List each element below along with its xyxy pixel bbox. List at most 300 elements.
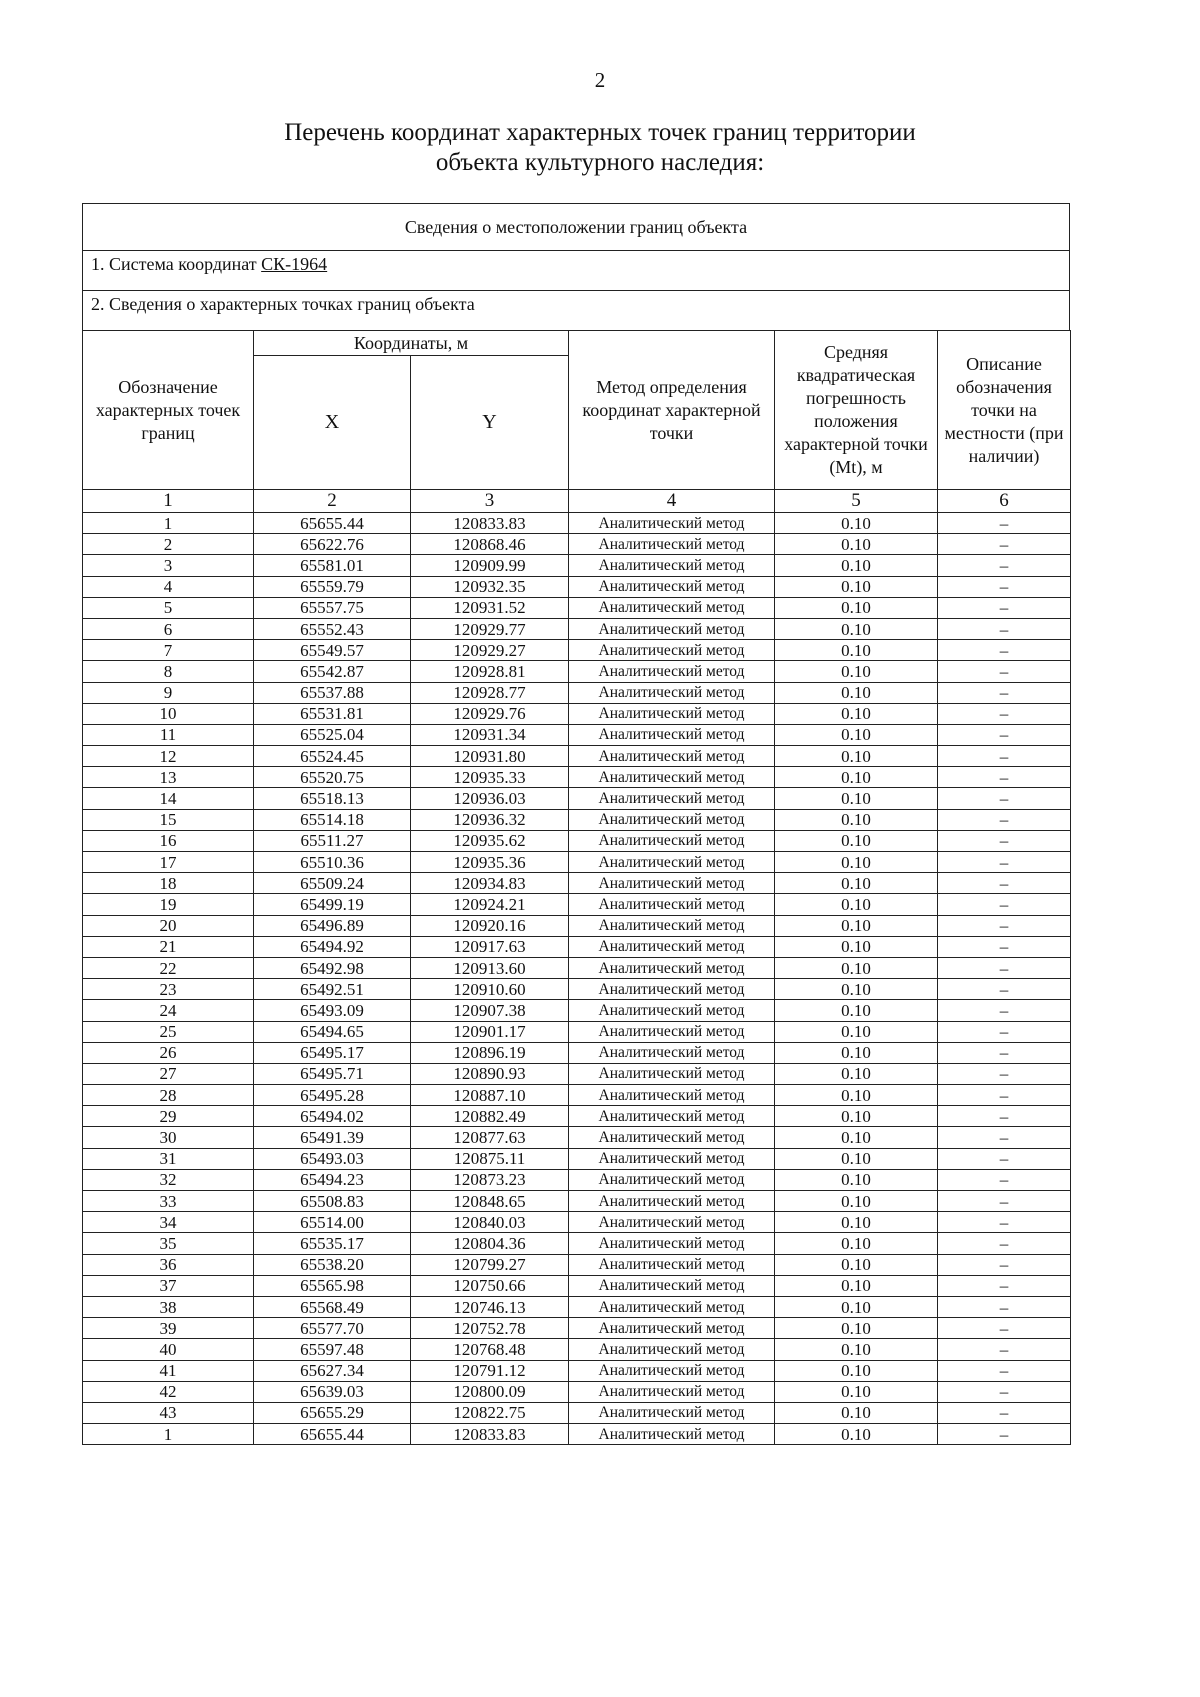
table-row xyxy=(83,513,1071,534)
error-cell: 0.10 xyxy=(775,1212,938,1233)
coord-x-cell: 65538.20 xyxy=(254,1254,411,1275)
method-cell: Аналитический метод xyxy=(569,809,775,830)
description-cell: – xyxy=(938,1360,1071,1381)
point-id-cell: 27 xyxy=(83,1063,254,1084)
table-row xyxy=(83,1360,1071,1381)
coord-x-cell: 65496.89 xyxy=(254,915,411,936)
point-id-cell: 38 xyxy=(83,1296,254,1317)
error-cell: 0.10 xyxy=(775,597,938,618)
description-cell: – xyxy=(938,915,1071,936)
description-cell: – xyxy=(938,1233,1071,1254)
method-cell: Аналитический метод xyxy=(569,936,775,957)
method-cell: Аналитический метод xyxy=(569,534,775,555)
method-cell: Аналитический метод xyxy=(569,1063,775,1084)
point-id-cell: 18 xyxy=(83,873,254,894)
table-body xyxy=(83,513,1071,1445)
coord-x-cell: 65559.79 xyxy=(254,576,411,597)
method-cell: Аналитический метод xyxy=(569,703,775,724)
error-cell: 0.10 xyxy=(775,1169,938,1190)
error-cell: 0.10 xyxy=(775,1106,938,1127)
method-cell: Аналитический метод xyxy=(569,1424,775,1445)
coord-y-cell: 120935.36 xyxy=(411,852,569,873)
coord-y-cell: 120791.12 xyxy=(411,1360,569,1381)
coord-x-cell: 65524.45 xyxy=(254,746,411,767)
table-row xyxy=(83,534,1071,555)
coord-y-cell: 120887.10 xyxy=(411,1085,569,1106)
description-cell: – xyxy=(938,555,1071,576)
description-cell: – xyxy=(938,1191,1071,1212)
table-row xyxy=(83,682,1071,703)
error-cell: 0.10 xyxy=(775,1000,938,1021)
error-cell: 0.10 xyxy=(775,534,938,555)
description-cell: – xyxy=(938,1318,1071,1339)
error-cell: 0.10 xyxy=(775,513,938,534)
coord-y-cell: 120877.63 xyxy=(411,1127,569,1148)
point-id-cell: 32 xyxy=(83,1169,254,1190)
description-cell: – xyxy=(938,1063,1071,1084)
error-cell: 0.10 xyxy=(775,1424,938,1445)
coord-x-cell: 65639.03 xyxy=(254,1381,411,1402)
point-id-cell: 12 xyxy=(83,746,254,767)
column-number: 3 xyxy=(411,490,569,513)
point-id-cell: 43 xyxy=(83,1402,254,1423)
description-cell: – xyxy=(938,724,1071,745)
coordinate-system-label: 1. Система координат xyxy=(91,254,262,274)
coord-x-cell: 65509.24 xyxy=(254,873,411,894)
description-cell: – xyxy=(938,1085,1071,1106)
coord-y-cell: 120913.60 xyxy=(411,957,569,978)
method-cell: Аналитический метод xyxy=(569,852,775,873)
header-method: Метод определения координат характерной точки xyxy=(569,331,775,490)
description-cell: – xyxy=(938,1254,1071,1275)
description-cell: – xyxy=(938,1042,1071,1063)
point-id-cell: 9 xyxy=(83,682,254,703)
coord-x-cell: 65525.04 xyxy=(254,724,411,745)
point-id-cell: 21 xyxy=(83,936,254,957)
coord-y-cell: 120890.93 xyxy=(411,1063,569,1084)
description-cell: – xyxy=(938,809,1071,830)
method-cell: Аналитический метод xyxy=(569,1169,775,1190)
error-cell: 0.10 xyxy=(775,1127,938,1148)
point-id-cell: 33 xyxy=(83,1191,254,1212)
coord-y-cell: 120752.78 xyxy=(411,1318,569,1339)
coord-y-cell: 120896.19 xyxy=(411,1042,569,1063)
coord-x-cell: 65520.75 xyxy=(254,767,411,788)
description-cell: – xyxy=(938,640,1071,661)
header-y: Y xyxy=(411,356,569,490)
table-row xyxy=(83,597,1071,618)
coord-y-cell: 120932.35 xyxy=(411,576,569,597)
coord-y-cell: 120907.38 xyxy=(411,1000,569,1021)
error-cell: 0.10 xyxy=(775,640,938,661)
coord-y-cell: 120929.27 xyxy=(411,640,569,661)
table-row xyxy=(83,1424,1071,1445)
point-id-cell: 17 xyxy=(83,852,254,873)
error-cell: 0.10 xyxy=(775,724,938,745)
table-row xyxy=(83,1127,1071,1148)
point-id-cell: 40 xyxy=(83,1339,254,1360)
coord-x-cell: 65492.51 xyxy=(254,979,411,1000)
description-cell: – xyxy=(938,1381,1071,1402)
description-cell: – xyxy=(938,957,1071,978)
error-cell: 0.10 xyxy=(775,979,938,1000)
header-error: Средняя квадратическая погрешность положения характерной точки (Mt), м xyxy=(775,331,938,490)
description-cell: – xyxy=(938,1169,1071,1190)
coord-x-cell: 65494.65 xyxy=(254,1021,411,1042)
coord-y-cell: 120931.80 xyxy=(411,746,569,767)
coord-x-cell: 65552.43 xyxy=(254,618,411,639)
table-row xyxy=(83,915,1071,936)
method-cell: Аналитический метод xyxy=(569,979,775,1000)
coord-x-cell: 65537.88 xyxy=(254,682,411,703)
error-cell: 0.10 xyxy=(775,1191,938,1212)
description-cell: – xyxy=(938,746,1071,767)
coord-x-cell: 65535.17 xyxy=(254,1233,411,1254)
point-id-cell: 42 xyxy=(83,1381,254,1402)
coord-y-cell: 120882.49 xyxy=(411,1106,569,1127)
error-cell: 0.10 xyxy=(775,682,938,703)
method-cell: Аналитический метод xyxy=(569,1085,775,1106)
table-row xyxy=(83,1148,1071,1169)
coord-y-cell: 120935.33 xyxy=(411,767,569,788)
coord-x-cell: 65622.76 xyxy=(254,534,411,555)
error-cell: 0.10 xyxy=(775,618,938,639)
point-id-cell: 7 xyxy=(83,640,254,661)
table-row xyxy=(83,1169,1071,1190)
method-cell: Аналитический метод xyxy=(569,661,775,682)
description-cell: – xyxy=(938,1148,1071,1169)
point-id-cell: 10 xyxy=(83,703,254,724)
table-row xyxy=(83,767,1071,788)
method-cell: Аналитический метод xyxy=(569,1106,775,1127)
coord-x-cell: 65557.75 xyxy=(254,597,411,618)
description-cell: – xyxy=(938,1339,1071,1360)
coord-y-cell: 120822.75 xyxy=(411,1402,569,1423)
table-row xyxy=(83,640,1071,661)
error-cell: 0.10 xyxy=(775,661,938,682)
table-row xyxy=(83,873,1071,894)
coord-y-cell: 120840.03 xyxy=(411,1212,569,1233)
coord-x-cell: 65494.92 xyxy=(254,936,411,957)
error-cell: 0.10 xyxy=(775,1339,938,1360)
point-id-cell: 30 xyxy=(83,1127,254,1148)
coord-y-cell: 120833.83 xyxy=(411,513,569,534)
header-description: Описание обозначения точки на местности (при наличии) xyxy=(938,331,1071,490)
coord-y-cell: 120800.09 xyxy=(411,1381,569,1402)
column-number: 6 xyxy=(938,490,1071,513)
coord-x-cell: 65494.23 xyxy=(254,1169,411,1190)
error-cell: 0.10 xyxy=(775,1148,938,1169)
method-cell: Аналитический метод xyxy=(569,1191,775,1212)
description-cell: – xyxy=(938,703,1071,724)
error-cell: 0.10 xyxy=(775,767,938,788)
coord-x-cell: 65581.01 xyxy=(254,555,411,576)
table-row xyxy=(83,1212,1071,1233)
coord-x-cell: 65655.29 xyxy=(254,1402,411,1423)
method-cell: Аналитический метод xyxy=(569,1000,775,1021)
description-cell: – xyxy=(938,1296,1071,1317)
description-cell: – xyxy=(938,852,1071,873)
point-id-cell: 41 xyxy=(83,1360,254,1381)
coord-x-cell: 65491.39 xyxy=(254,1127,411,1148)
coord-x-cell: 65508.83 xyxy=(254,1191,411,1212)
error-cell: 0.10 xyxy=(775,852,938,873)
coord-y-cell: 120768.48 xyxy=(411,1339,569,1360)
table-row xyxy=(83,1296,1071,1317)
table-row xyxy=(83,746,1071,767)
table-row xyxy=(83,979,1071,1000)
description-cell: – xyxy=(938,873,1071,894)
method-cell: Аналитический метод xyxy=(569,1148,775,1169)
description-cell: – xyxy=(938,618,1071,639)
point-id-cell: 1 xyxy=(83,1424,254,1445)
header-designation: Обозначение характерных точек границ xyxy=(83,331,254,490)
table-row xyxy=(83,576,1071,597)
point-id-cell: 25 xyxy=(83,1021,254,1042)
method-cell: Аналитический метод xyxy=(569,1318,775,1339)
point-id-cell: 5 xyxy=(83,597,254,618)
header-coordinates: Координаты, м xyxy=(254,331,569,356)
table-row xyxy=(83,1275,1071,1296)
description-cell: – xyxy=(938,979,1071,1000)
coord-y-cell: 120746.13 xyxy=(411,1296,569,1317)
error-cell: 0.10 xyxy=(775,957,938,978)
method-cell: Аналитический метод xyxy=(569,1381,775,1402)
coord-y-cell: 120935.62 xyxy=(411,830,569,851)
coord-y-cell: 120799.27 xyxy=(411,1254,569,1275)
table-row xyxy=(83,1318,1071,1339)
coord-y-cell: 120875.11 xyxy=(411,1148,569,1169)
error-cell: 0.10 xyxy=(775,830,938,851)
method-cell: Аналитический метод xyxy=(569,1233,775,1254)
coord-x-cell: 65495.17 xyxy=(254,1042,411,1063)
error-cell: 0.10 xyxy=(775,1318,938,1339)
coord-y-cell: 120910.60 xyxy=(411,979,569,1000)
description-cell: – xyxy=(938,661,1071,682)
table-row xyxy=(83,830,1071,851)
method-cell: Аналитический метод xyxy=(569,746,775,767)
method-cell: Аналитический метод xyxy=(569,1127,775,1148)
method-cell: Аналитический метод xyxy=(569,1402,775,1423)
error-cell: 0.10 xyxy=(775,1275,938,1296)
coord-y-cell: 120917.63 xyxy=(411,936,569,957)
column-number: 2 xyxy=(254,490,411,513)
method-cell: Аналитический метод xyxy=(569,1275,775,1296)
point-id-cell: 6 xyxy=(83,618,254,639)
point-id-cell: 1 xyxy=(83,513,254,534)
coord-y-cell: 120924.21 xyxy=(411,894,569,915)
method-cell: Аналитический метод xyxy=(569,873,775,894)
coord-y-cell: 120934.83 xyxy=(411,873,569,894)
coord-y-cell: 120920.16 xyxy=(411,915,569,936)
coord-x-cell: 65514.00 xyxy=(254,1212,411,1233)
error-cell: 0.10 xyxy=(775,1360,938,1381)
coordinate-system xyxy=(82,250,1070,290)
description-cell: – xyxy=(938,534,1071,555)
table-row xyxy=(83,788,1071,809)
method-cell: Аналитический метод xyxy=(569,555,775,576)
table-row xyxy=(83,957,1071,978)
coord-y-cell: 120931.52 xyxy=(411,597,569,618)
error-cell: 0.10 xyxy=(775,1254,938,1275)
error-cell: 0.10 xyxy=(775,555,938,576)
coord-y-cell: 120928.81 xyxy=(411,661,569,682)
table-row xyxy=(83,555,1071,576)
points-header: 2. Сведения о характерных точках границ объекта xyxy=(82,290,1070,330)
header-x: X xyxy=(254,356,411,490)
point-id-cell: 36 xyxy=(83,1254,254,1275)
coord-x-cell: 65542.87 xyxy=(254,661,411,682)
point-id-cell: 22 xyxy=(83,957,254,978)
error-cell: 0.10 xyxy=(775,746,938,767)
coord-y-cell: 120750.66 xyxy=(411,1275,569,1296)
error-cell: 0.10 xyxy=(775,1085,938,1106)
error-cell: 0.10 xyxy=(775,703,938,724)
coord-x-cell: 65511.27 xyxy=(254,830,411,851)
coord-x-cell: 65597.48 xyxy=(254,1339,411,1360)
coord-x-cell: 65499.19 xyxy=(254,894,411,915)
point-id-cell: 28 xyxy=(83,1085,254,1106)
description-cell: – xyxy=(938,1275,1071,1296)
coord-y-cell: 120868.46 xyxy=(411,534,569,555)
table-row xyxy=(83,1085,1071,1106)
coord-x-cell: 65514.18 xyxy=(254,809,411,830)
point-id-cell: 31 xyxy=(83,1148,254,1169)
table-row xyxy=(83,809,1071,830)
point-id-cell: 35 xyxy=(83,1233,254,1254)
table-row xyxy=(83,1063,1071,1084)
coord-y-cell: 120936.32 xyxy=(411,809,569,830)
method-cell: Аналитический метод xyxy=(569,894,775,915)
description-cell: – xyxy=(938,894,1071,915)
point-id-cell: 11 xyxy=(83,724,254,745)
point-id-cell: 8 xyxy=(83,661,254,682)
method-cell: Аналитический метод xyxy=(569,957,775,978)
column-number: 1 xyxy=(83,490,254,513)
point-id-cell: 23 xyxy=(83,979,254,1000)
error-cell: 0.10 xyxy=(775,1233,938,1254)
method-cell: Аналитический метод xyxy=(569,1296,775,1317)
column-number: 5 xyxy=(775,490,938,513)
method-cell: Аналитический метод xyxy=(569,1021,775,1042)
error-cell: 0.10 xyxy=(775,809,938,830)
coord-y-cell: 120929.77 xyxy=(411,618,569,639)
error-cell: 0.10 xyxy=(775,1042,938,1063)
table-row xyxy=(83,1254,1071,1275)
method-cell: Аналитический метод xyxy=(569,1339,775,1360)
error-cell: 0.10 xyxy=(775,788,938,809)
coord-x-cell: 65493.03 xyxy=(254,1148,411,1169)
description-cell: – xyxy=(938,1000,1071,1021)
error-cell: 0.10 xyxy=(775,1021,938,1042)
table-row xyxy=(83,936,1071,957)
table-row xyxy=(83,1233,1071,1254)
coord-x-cell: 65627.34 xyxy=(254,1360,411,1381)
point-id-cell: 37 xyxy=(83,1275,254,1296)
description-cell: – xyxy=(938,1402,1071,1423)
description-cell: – xyxy=(938,1212,1071,1233)
method-cell: Аналитический метод xyxy=(569,1360,775,1381)
point-id-cell: 34 xyxy=(83,1212,254,1233)
section-header: Сведения о местоположении границ объекта xyxy=(82,203,1070,250)
coord-y-cell: 120848.65 xyxy=(411,1191,569,1212)
coord-y-cell: 120909.99 xyxy=(411,555,569,576)
point-id-cell: 3 xyxy=(83,555,254,576)
point-id-cell: 4 xyxy=(83,576,254,597)
description-cell: – xyxy=(938,682,1071,703)
column-number: 4 xyxy=(569,490,775,513)
method-cell: Аналитический метод xyxy=(569,597,775,618)
method-cell: Аналитический метод xyxy=(569,767,775,788)
description-cell: – xyxy=(938,597,1071,618)
coord-y-cell: 120833.83 xyxy=(411,1424,569,1445)
point-id-cell: 39 xyxy=(83,1318,254,1339)
error-cell: 0.10 xyxy=(775,873,938,894)
error-cell: 0.10 xyxy=(775,894,938,915)
method-cell: Аналитический метод xyxy=(569,640,775,661)
coord-y-cell: 120873.23 xyxy=(411,1169,569,1190)
description-cell: – xyxy=(938,513,1071,534)
method-cell: Аналитический метод xyxy=(569,618,775,639)
coord-y-cell: 120928.77 xyxy=(411,682,569,703)
description-cell: – xyxy=(938,936,1071,957)
coordinates-table xyxy=(82,330,1071,1445)
coord-x-cell: 65510.36 xyxy=(254,852,411,873)
point-id-cell: 19 xyxy=(83,894,254,915)
coord-x-cell: 65495.71 xyxy=(254,1063,411,1084)
coord-x-cell: 65577.70 xyxy=(254,1318,411,1339)
method-cell: Аналитический метод xyxy=(569,1254,775,1275)
coord-x-cell: 65492.98 xyxy=(254,957,411,978)
page-number: 2 xyxy=(594,68,606,92)
table-row xyxy=(83,1000,1071,1021)
coord-x-cell: 65518.13 xyxy=(254,788,411,809)
error-cell: 0.10 xyxy=(775,576,938,597)
coord-x-cell: 65494.02 xyxy=(254,1106,411,1127)
coord-x-cell: 65493.09 xyxy=(254,1000,411,1021)
coord-x-cell: 65495.28 xyxy=(254,1085,411,1106)
point-id-cell: 29 xyxy=(83,1106,254,1127)
method-cell: Аналитический метод xyxy=(569,682,775,703)
error-cell: 0.10 xyxy=(775,1402,938,1423)
description-cell: – xyxy=(938,1021,1071,1042)
error-cell: 0.10 xyxy=(775,915,938,936)
description-cell: – xyxy=(938,1106,1071,1127)
point-id-cell: 16 xyxy=(83,830,254,851)
coord-y-cell: 120929.76 xyxy=(411,703,569,724)
table-row xyxy=(83,1339,1071,1360)
point-id-cell: 26 xyxy=(83,1042,254,1063)
coord-y-cell: 120931.34 xyxy=(411,724,569,745)
coord-y-cell: 120804.36 xyxy=(411,1233,569,1254)
method-cell: Аналитический метод xyxy=(569,576,775,597)
table-row xyxy=(83,852,1071,873)
point-id-cell: 15 xyxy=(83,809,254,830)
point-id-cell: 20 xyxy=(83,915,254,936)
error-cell: 0.10 xyxy=(775,1381,938,1402)
coord-x-cell: 65549.57 xyxy=(254,640,411,661)
table-row xyxy=(83,894,1071,915)
description-cell: – xyxy=(938,1127,1071,1148)
error-cell: 0.10 xyxy=(775,1296,938,1317)
error-cell: 0.10 xyxy=(775,936,938,957)
point-id-cell: 13 xyxy=(83,767,254,788)
point-id-cell: 2 xyxy=(83,534,254,555)
table-row xyxy=(83,1381,1071,1402)
description-cell: – xyxy=(938,788,1071,809)
table-row xyxy=(83,1191,1071,1212)
title-line-1: Перечень координат характерных точек границ территории xyxy=(284,119,916,146)
